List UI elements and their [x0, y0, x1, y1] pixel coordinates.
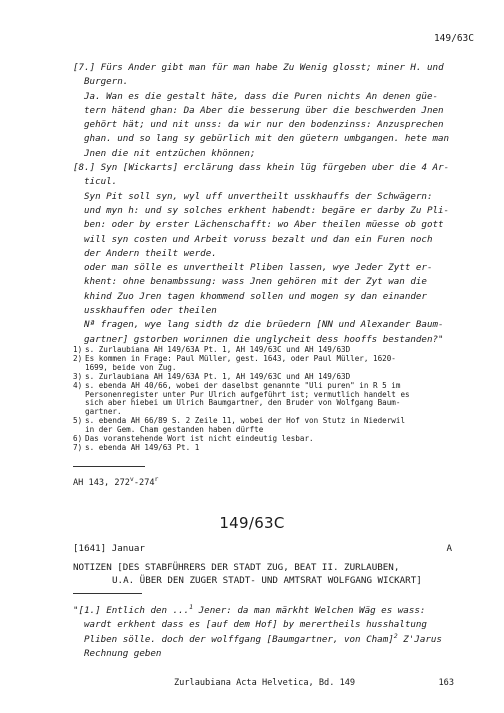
footnote-text: in der Gem. Cham gestanden haben dürfte	[85, 425, 264, 435]
transcription-line: Ja. Wan es die gestalt häte, dass die Puren nichts An denen güe-	[84, 90, 439, 102]
transcription-line: Nª fragen, wye lang sidth dz die brüedern [NN und Alexander Baum-	[84, 319, 444, 331]
source-reference	[73, 475, 159, 488]
footnote-line	[73, 444, 410, 453]
footnote-number: 7)	[73, 442, 83, 452]
footnote-number: 2)	[73, 353, 83, 363]
transcription-line: Jnen die nit entzüchen khönnen;	[84, 147, 256, 159]
transcription-line: Syn Pit soll syn, wyl uff unvertheilt usskhauffs der Schwägern:	[84, 190, 433, 202]
transcription-line: [8.] Syn [Wickarts] erclärung dass khein lüg fürgeben uber die 4 Ar-	[73, 162, 450, 174]
footnote-marker: 2	[393, 631, 398, 640]
document-text-segment: Pliben sölle. doch der wolffgang [Baumgartner, von Cham]	[84, 633, 394, 645]
document-text-segment: "[1.] Entlich den ...	[73, 605, 190, 616]
transcription-line: khent: ohne benambssung: wass Jnen gehören mit der Zyt wan die	[84, 276, 427, 288]
source-ref-sup-verso: v	[129, 475, 134, 484]
footnote-text: sich aber hiebei um Ulrich Baumgartner, den Bruder von Wolfgang Baum-	[85, 398, 401, 408]
footnotes	[73, 346, 410, 453]
transcription-line: der Andern theilt werde.	[84, 247, 217, 259]
footnote-text: Es kommen in Frage: Paul Müller, gest. 1643, oder Paul Müller, 1620-	[85, 353, 396, 363]
transcription-line: [7.] Fürs Ander gibt man für man habe Zu Wenig glosst; miner H. und	[73, 62, 444, 73]
footnote-text: s. Zurlaubiana AH 149/63A Pt. 1, AH 149/63C und AH 149/63D	[85, 345, 351, 354]
heading-separator	[73, 593, 142, 594]
transcription-line: und myn h: und sy solches erkhent habendt: begäre er darby Zu Pli-	[84, 204, 450, 216]
transcription-line: usskhauffen oder theilen	[84, 305, 217, 317]
source-ref-sup-recto: r	[154, 475, 159, 484]
transcription-line: will syn costen und Arbeit voruss bezalt und dan ein Furen noch	[84, 233, 433, 245]
document-heading-line-2: U.A. ÜBER DEN ZUGER STADT- UND AMTSRAT WOLFGANG WICKART]	[112, 574, 422, 586]
footnote-text: s. ebenda AH 149/63 Pt. 1	[85, 442, 200, 452]
document-letter: A	[446, 543, 452, 554]
footnote-number: 3)	[73, 371, 83, 381]
document-date: [1641] Januar	[73, 543, 145, 554]
footnote-marker: 1	[189, 602, 194, 611]
footnote-number: 6)	[73, 434, 83, 444]
running-head: 149/63C	[433, 33, 474, 44]
document-text-segment: Rechnung geben	[84, 647, 162, 659]
transcription-line: gehört hät; und nit unss: da wir nur den bodenzinss: Anzusprechen	[84, 119, 444, 131]
document-title: 149/63C	[219, 514, 285, 532]
footnote-text: s. ebenda AH 66/89 S. 2 Zeile 11, wobei der Hof von Stutz in Niederwil	[85, 416, 406, 426]
footnote-line	[73, 399, 410, 408]
document-heading-line-1: NOTIZEN [DES STABFÜHRERS DER STADT ZUG, BEAT II. ZURLAUBEN,	[73, 562, 400, 573]
footer-page-number: 163	[438, 678, 454, 688]
transcription-line: oder man sölle es unvertheilt Pliben lassen, wye Jeder Zytt er-	[84, 262, 433, 274]
transcription-line: ticul.	[84, 176, 118, 188]
footnote-text: gartner.	[85, 407, 122, 417]
document-text-segment: Z'Jarus	[397, 633, 442, 645]
footnote-separator	[73, 466, 145, 467]
document-text-line	[73, 647, 442, 661]
transcription-line: ben: oder by erster Lächenschafft: wo Aber theilen müesse ob gott	[84, 219, 444, 231]
document-text-line	[73, 604, 442, 618]
footer-series: Zurlaubiana Acta Helvetica, Bd. 149	[174, 678, 356, 688]
transcription-line: ghan. und so lang sy gebürlich mit den güetern umbgangen. hete man	[84, 133, 450, 145]
document-heading	[73, 562, 422, 588]
footnote-number: 4)	[73, 380, 83, 390]
document-text-segment: Jener: da man märkht Welchen Wäg es wass:	[193, 605, 426, 616]
transcription-line: gartner] gstorben worinnen die unglycheit dess hooffs bestanden?"	[84, 333, 444, 345]
transcription-line: Burgern.	[84, 76, 129, 88]
document-text-segment: wardt erkhent dass es [auf dem Hof] by merertheils husshaltung	[84, 619, 427, 631]
source-ref-mid: -274	[133, 478, 155, 488]
footnote-number: 5)	[73, 416, 83, 426]
transcription-line: tern hätend ghan: Da Aber die besserung über die beschwerden Jnen	[84, 104, 444, 116]
footnote-text: s. ebenda AH 40/66, wobei der daselbst genannte "Uli puren" in R 5 im	[85, 380, 401, 390]
footnote-text: Personenregister unter Pur Ulrich aufgeführt ist; vermutlich handelt es	[85, 389, 410, 399]
footnote-text: 1699, beide von Zug.	[85, 362, 177, 372]
transcription-line: khind Zuo Jren tagen khommend sollen und mogen sy dan einander	[84, 290, 427, 302]
transcription-continued	[73, 61, 449, 347]
footnote-text: Das voranstehende Wort ist nicht eindeutig lesbar.	[85, 434, 314, 444]
footnote-text: s. Zurlaubiana AH 149/63A Pt. 1, AH 149/63C und AH 149/63D	[85, 371, 351, 381]
footnote-number: 1)	[73, 345, 83, 354]
document-text	[73, 604, 442, 661]
document-text-line	[73, 618, 442, 632]
document-text-line	[73, 633, 442, 647]
source-ref-prefix: AH 143, 272	[73, 478, 130, 488]
